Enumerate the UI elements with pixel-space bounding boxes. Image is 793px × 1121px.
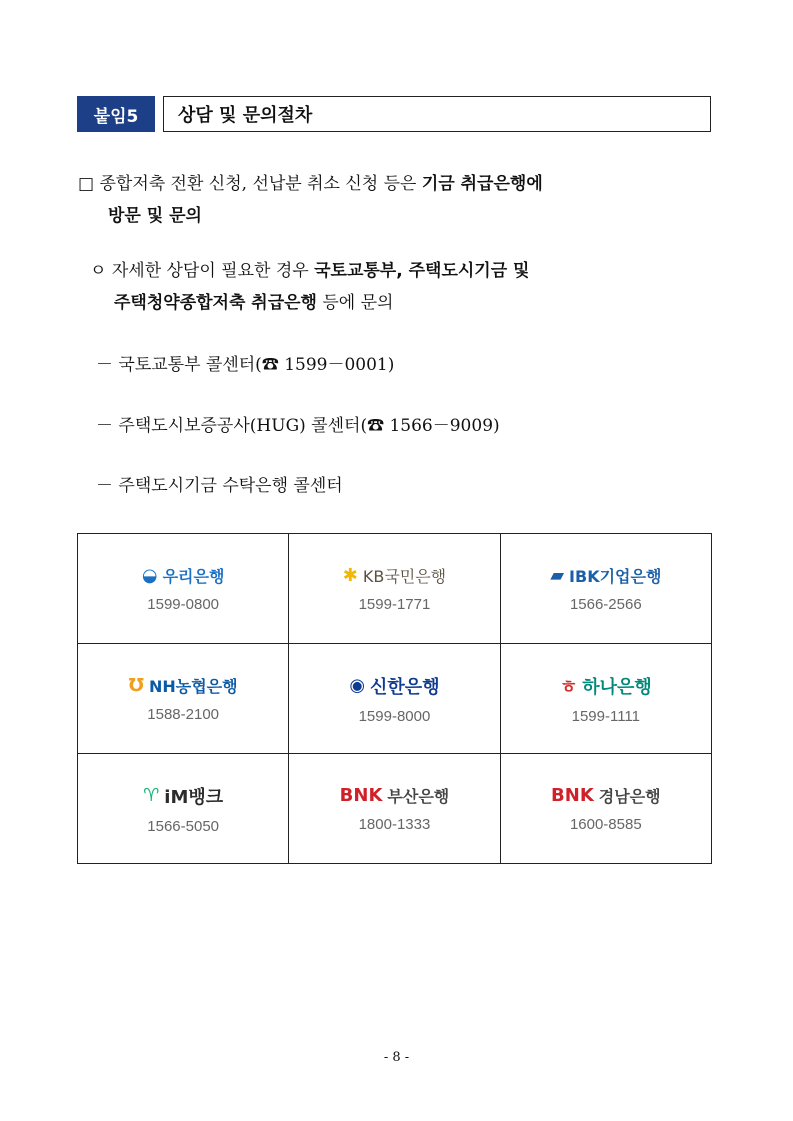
bank-logo xyxy=(78,783,288,809)
bank-cell xyxy=(78,754,289,864)
bank-name: 경남은행 xyxy=(598,787,661,806)
bank-logo xyxy=(501,673,711,699)
bnk-logo-icon: BNK xyxy=(339,785,383,806)
bank-logo xyxy=(78,564,288,587)
bank-cell xyxy=(78,534,289,644)
bank-name: NH농협은행 xyxy=(148,677,238,696)
paragraph-bold-continued: 주택청약종합저축 취급은행 xyxy=(114,293,317,313)
ibk-logo-icon: ▰ xyxy=(550,565,565,586)
bank-phone: 1566-2566 xyxy=(569,596,642,613)
bank-phone: 1599-0800 xyxy=(147,596,219,613)
bank-cell xyxy=(289,644,500,754)
paragraph-text: 종합저축 전환 신청, 선납분 취소 신청 등은 xyxy=(99,174,422,194)
hana-logo-icon: ㅎ xyxy=(559,676,578,698)
paragraph-tail: 등에 문의 xyxy=(316,293,394,313)
paragraph-bold: 국토교통부, 주택도시기금 및 xyxy=(314,261,530,281)
kb-star-icon: ✱ xyxy=(342,565,358,586)
bank-logo xyxy=(289,564,499,587)
paragraph-consult xyxy=(90,255,710,319)
bank-name: iM뱅크 xyxy=(164,786,224,808)
call-center-banks: － 주택도시기금 수탁은행 콜센터 xyxy=(96,476,343,496)
bank-phone: 1600-8585 xyxy=(569,816,642,833)
bank-name: 하나은행 xyxy=(582,676,652,698)
bank-logo xyxy=(289,673,499,699)
bank-cell xyxy=(289,754,500,864)
bnk-logo-icon: BNK xyxy=(551,785,594,806)
call-center-hug: － 주택도시보증공사(HUG) 콜센터(☎ 1566－9009) xyxy=(96,416,500,436)
call-center-molit: － 국토교통부 콜센터(☎ 1599－0001) xyxy=(96,355,395,375)
bank-phone: 1599-1771 xyxy=(358,596,431,613)
bank-cell xyxy=(289,534,500,644)
bank-name: IBK기업은행 xyxy=(569,567,662,586)
bank-logo xyxy=(78,674,288,697)
shinhan-logo-icon: ◉ xyxy=(349,675,366,696)
bank-logo xyxy=(501,784,711,807)
bank-name: 우리은행 xyxy=(162,567,225,586)
paragraph-text: 자세한 상담이 필요한 경우 xyxy=(111,261,315,281)
bank-name: KB국민은행 xyxy=(362,567,447,586)
bank-name: 신한은행 xyxy=(370,676,440,698)
bank-cell xyxy=(500,534,711,644)
page-number: - 8 - xyxy=(383,1050,410,1065)
section-header xyxy=(77,96,711,132)
bank-phone: 1599-1111 xyxy=(571,707,641,725)
paragraph-bold-continued: 방문 및 문의 xyxy=(108,206,202,226)
bank-phone: 1566-5050 xyxy=(147,817,219,835)
bank-cell xyxy=(500,754,711,864)
appendix-tag: 붙임5 xyxy=(77,96,155,132)
circle-bullet: ㅇ xyxy=(90,261,107,281)
bank-cell xyxy=(500,644,711,754)
bank-phone: 1599-8000 xyxy=(358,707,431,725)
bank-name: 부산은행 xyxy=(387,787,450,806)
im-logo-icon: ♈ xyxy=(143,785,160,806)
bank-logo xyxy=(501,564,711,587)
bank-cell xyxy=(78,644,289,754)
paragraph-visit xyxy=(78,168,708,232)
bank-phone: 1800-1333 xyxy=(358,816,431,833)
bank-table xyxy=(77,533,712,864)
paragraph-bold: 기금 취급은행에 xyxy=(421,174,543,194)
bank-logo xyxy=(289,784,499,807)
square-bullet: □ xyxy=(78,174,95,194)
woori-logo-icon: ◒ xyxy=(141,565,158,586)
nh-logo-icon: Ʊ xyxy=(128,675,144,696)
section-title: 상담 및 문의절차 xyxy=(163,96,711,132)
bank-phone: 1588-2100 xyxy=(147,706,219,723)
